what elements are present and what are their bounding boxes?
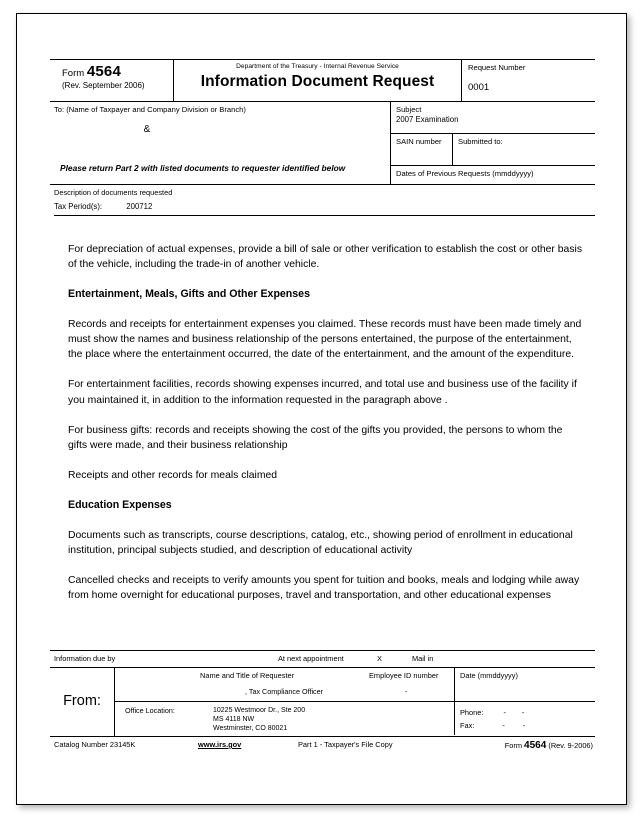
sain-label: SAIN number <box>396 137 442 146</box>
previous-requests-label: Dates of Previous Requests (mmddyyyy) <box>396 169 534 178</box>
catalog-footer-row <box>50 740 595 756</box>
office-address-line-2: MS 4118 NW <box>213 716 255 724</box>
office-address <box>213 706 305 734</box>
employee-id-value: - <box>405 687 408 696</box>
date-cell <box>455 668 595 701</box>
form-title: Information Document Request <box>200 73 435 90</box>
requester-row <box>115 668 595 702</box>
catalog-number: Catalog Number 23145K <box>54 740 136 749</box>
from-details <box>115 668 595 736</box>
footer-form-word: Form <box>504 741 522 750</box>
body-paragraph-7: Cancelled checks and receipts to verify amounts you spent for tuition and books, meals and lodging while away from home overnight for educational purposes, travel and transportation, and other educational expenses <box>68 575 580 602</box>
employee-id-label: Employee ID number <box>369 671 439 680</box>
recipient-and-subject-row <box>50 102 595 185</box>
employee-id-cell <box>367 668 455 701</box>
information-due-label: Information due by <box>54 654 116 663</box>
mail-in-label: Mail in <box>412 654 434 663</box>
requester-name-label: Name and Title of Requester <box>200 671 295 680</box>
to-label: To: (Name of Taxpayer and Company Division or Branch) <box>54 105 246 114</box>
part-copy-label: Part 1 - Taxpayer's File Copy <box>298 740 393 749</box>
body-heading-entertainment: Entertainment, Meals, Gifts and Other Expenses <box>68 288 310 301</box>
please-return-note: Please return Part 2 with listed documents to requester identified below <box>60 163 346 173</box>
request-number-value: 0001 <box>468 82 490 93</box>
requester-name-cell <box>115 668 367 701</box>
phone-dash-1: - <box>503 708 506 717</box>
phone-dash-2: - <box>521 708 525 717</box>
from-block <box>50 668 595 737</box>
from-label: From: <box>50 668 115 736</box>
document-body <box>68 242 583 618</box>
ampersand-text: & <box>143 124 151 135</box>
description-bar <box>50 185 595 216</box>
footer-form-identifier <box>505 740 593 751</box>
office-row <box>115 702 595 735</box>
footer-form-number: 4564 <box>524 740 547 751</box>
office-location-label: Office Location: <box>125 706 175 715</box>
body-paragraph-6: Documents such as transcripts, course descriptions, catalog, etc., showing period of enrollment in educational institution, principal subjects studied, and description of educational activity <box>68 529 573 557</box>
sain-row <box>391 134 595 166</box>
fax-label: Fax: <box>460 721 475 730</box>
office-address-line-3: Westminster, CO 80021 <box>213 725 288 733</box>
submitted-to-cell <box>453 134 595 165</box>
subject-column <box>391 102 595 184</box>
fax-dash-1: - <box>502 721 505 730</box>
form-footer-table <box>50 650 595 756</box>
office-address-line-1: 10225 Westmoor Dr., Ste 200 <box>213 707 306 714</box>
phone-row <box>460 706 595 719</box>
information-due-row <box>50 650 595 668</box>
body-paragraph-4: For business gifts: records and receipts showing the cost of the gifts you provided, the persons to whom the gifts were made, and their business relationship <box>68 424 563 451</box>
delivery-checkbox-mark[interactable]: X <box>377 654 382 663</box>
date-label: Date (mmddyyyy) <box>460 671 518 680</box>
subject-cell <box>391 102 595 134</box>
body-paragraph-5: Receipts and other records for meals claimed <box>68 469 278 481</box>
form-number: 4564 <box>86 63 121 80</box>
office-location-cell <box>115 702 455 735</box>
requester-name-value: , Tax Compliance Officer <box>245 687 324 696</box>
body-paragraph-3: For entertainment facilities, records showing expenses incurred, and total use and business use of the facility if you maintained it, in addition to the information requested in the paragraph above . <box>68 379 577 406</box>
description-label: Description of documents requested <box>54 188 173 197</box>
document-page <box>16 13 627 805</box>
description-underline <box>54 215 595 216</box>
irs-website-link[interactable]: www.irs.gov <box>198 740 242 749</box>
form-revision: (Rev. September 2006) <box>62 81 145 90</box>
tax-period-label: Tax Period(s): <box>54 202 103 211</box>
submitted-to-label: Submitted to: <box>458 137 503 146</box>
body-heading-education: Education Expenses <box>68 498 172 511</box>
form-header-table <box>50 59 595 216</box>
at-next-appointment-label: At next appointment <box>278 654 344 663</box>
subject-value: 2007 Examination <box>396 115 459 124</box>
request-number-label: Request Number <box>468 63 526 72</box>
fax-dash-2: - <box>522 721 526 730</box>
sain-cell <box>391 134 453 165</box>
previous-requests-cell <box>391 166 595 178</box>
tax-period-row <box>54 202 595 211</box>
subject-label: Subject <box>396 105 422 114</box>
form-identifier-cell <box>50 60 174 101</box>
request-number-cell <box>462 60 595 101</box>
agency-line: Department of the Treasury - Internal Revenue Service <box>236 63 399 70</box>
phone-fax-cell <box>455 702 595 735</box>
body-paragraph-1: For depreciation of actual expenses, provide a bill of sale or other verification to establish the cost or other basis of the vehicle, including the trade-in of another vehicle. <box>68 244 583 271</box>
header-row <box>50 59 595 102</box>
to-cell <box>50 102 391 184</box>
body-paragraph-2: Records and receipts for entertainment expenses you claimed. These records must have been made timely and must show the names and business relationship of the persons entertained, the purpose of the entertainment, the place where the entertainment occurred, the date of the entertainment, and the amount of the expenditure. <box>68 319 582 361</box>
form-word-label: Form <box>62 68 85 79</box>
phone-label: Phone: <box>460 708 484 717</box>
tax-period-value: 200712 <box>126 202 153 211</box>
fax-row <box>460 719 595 732</box>
footer-form-revision: (Rev. 9-2006) <box>548 741 593 750</box>
form-title-cell <box>174 60 462 101</box>
